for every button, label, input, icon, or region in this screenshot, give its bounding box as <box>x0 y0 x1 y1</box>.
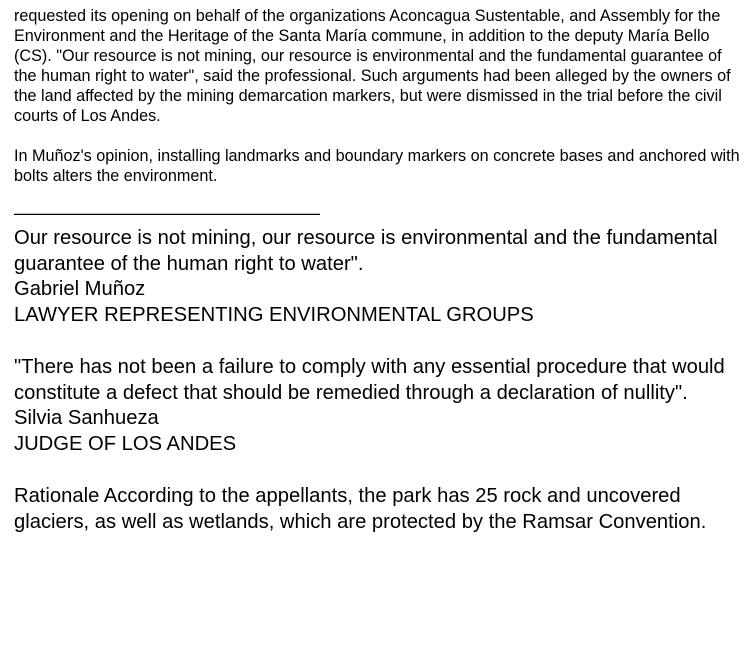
article-paragraph: Rationale According to the appellants, the park has 25 rock and uncovered glaciers, as well as wetlands, which are protected by the Ramsar Convention. <box>14 485 707 533</box>
pull-quote-author: Gabriel Muñoz <box>14 278 146 300</box>
pull-quote-text: "There has not been a failure to comply with any essential procedure that would constitute a defect that should be remedied through a declaration of nullity". <box>14 356 725 404</box>
article-paragraph: requested its opening on behalf of the organizations Aconcagua Sustentable, and Assembly for the Environment and the Heritage of the Santa María commune, in addition to the deputy María Bello (CS). "Our resource is not mining, our resource is environmental and the fundamental guarantee of the human right to water", said the professional. Such arguments had been alleged by the owners of the land affected by the mining demarcation markers, but were dismissed in the trial before the civil courts of Los Andes. <box>14 7 731 125</box>
pull-quote <box>14 355 744 457</box>
article-paragraph: In Muñoz's opinion, installing landmarks and boundary markers on concrete bases and anchored with bolts alters the environment. <box>14 147 740 185</box>
pull-quote-author: Silvia Sanhueza <box>14 407 159 429</box>
pull-quote-role: JUDGE OF LOS ANDES <box>14 432 237 455</box>
pull-quote-role: LAWYER REPRESENTING ENVIRONMENTAL GROUPS <box>14 303 534 326</box>
article-body <box>14 6 744 555</box>
pull-quote <box>14 226 744 328</box>
pull-quote-text: Our resource is not mining, our resource is environmental and the fundamental guarantee of the human right to water". <box>14 227 718 275</box>
quote-divider: ————————————————— <box>14 203 320 223</box>
